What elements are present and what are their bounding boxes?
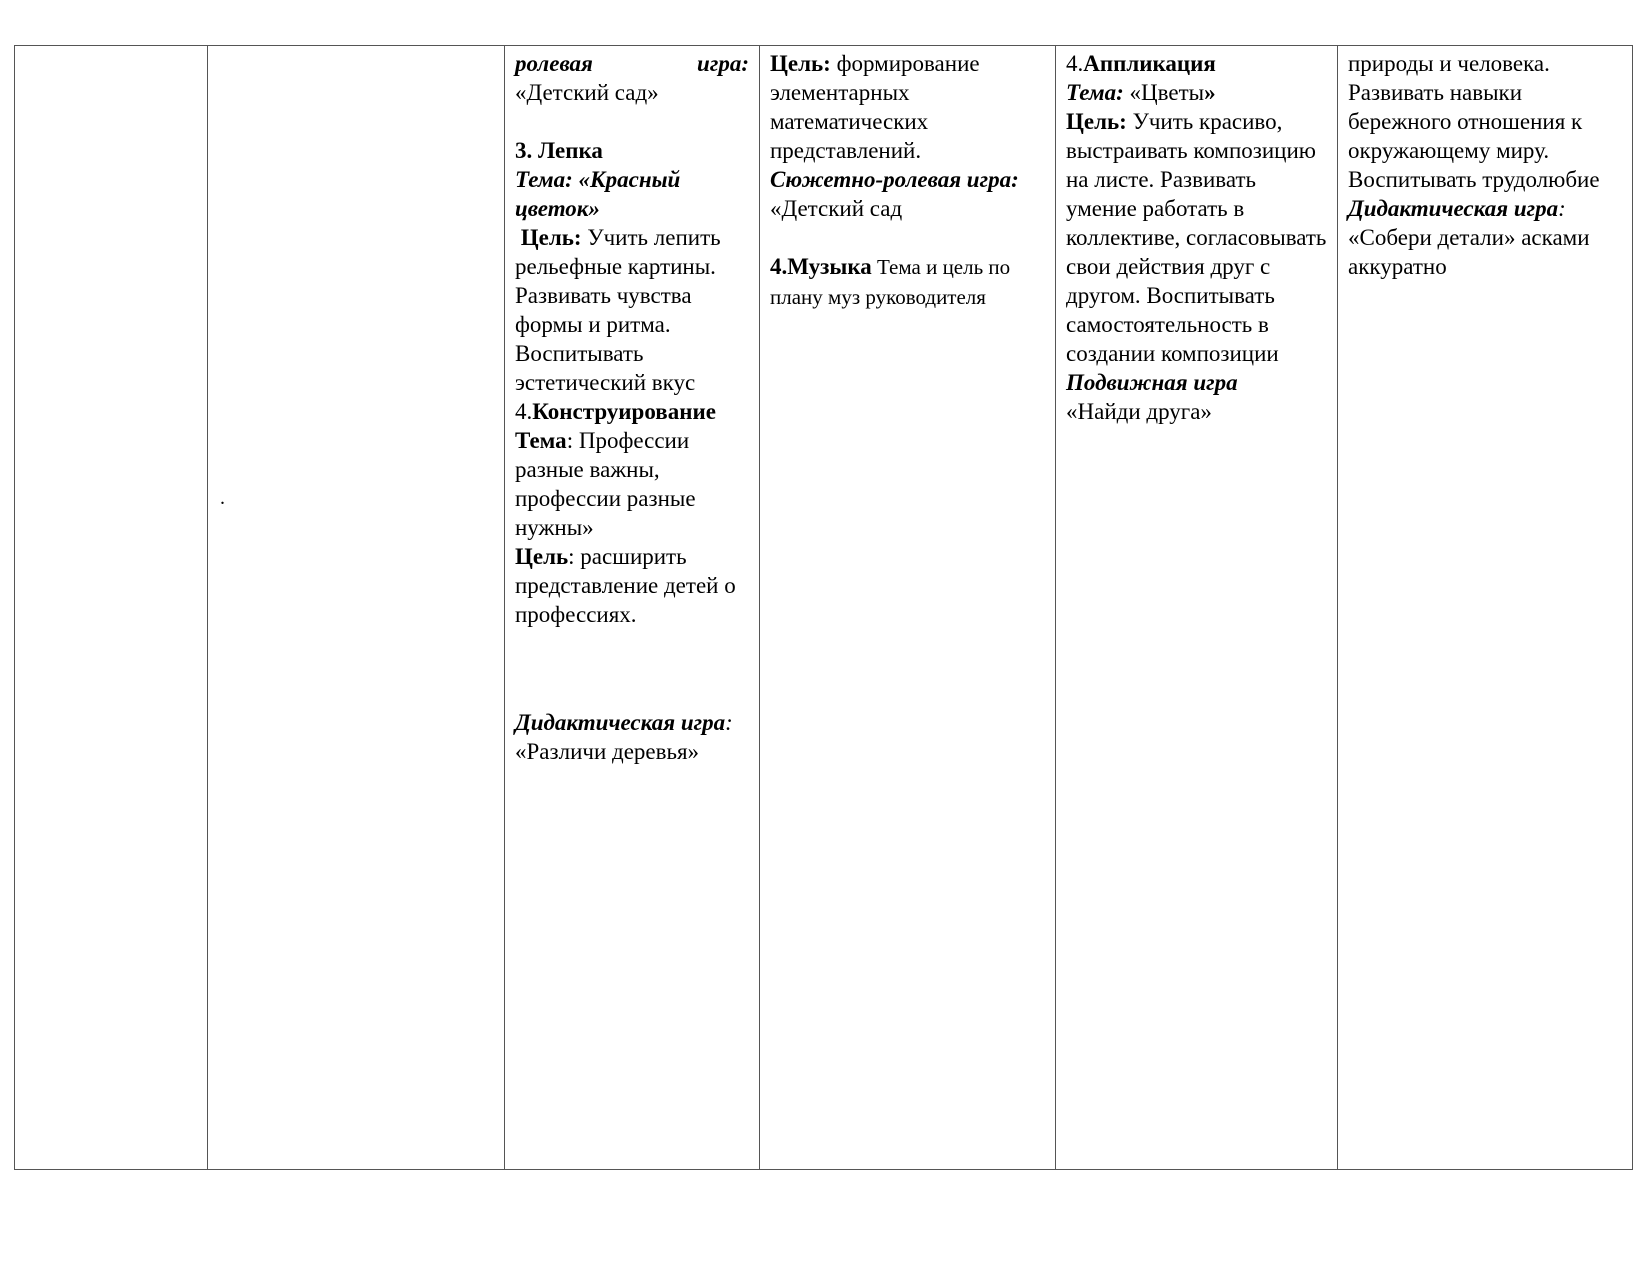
didactic-game-label-line [515, 708, 749, 737]
outdoor-game-label: Подвижная игра [1066, 370, 1238, 395]
applique-theme-label: Тема: [1066, 80, 1124, 105]
didactic-game-title: «Различи деревья» [515, 739, 700, 764]
applique-theme [1066, 78, 1327, 107]
lepka-goal-label: Цель: [520, 225, 582, 250]
construct-heading-line [515, 397, 749, 426]
cell-col1 [15, 46, 208, 1170]
cell-col4 [760, 46, 1056, 1170]
applique-goal-label: Цель: [1066, 109, 1127, 134]
story-roleplay-label: Сюжетно-ролевая игра: [770, 167, 1019, 192]
applique-heading: Аппликация [1083, 51, 1216, 76]
cell-col2 [208, 46, 505, 1170]
stray-dot: . [220, 487, 225, 509]
music-heading: 4.Музыка [770, 254, 872, 279]
math-goal [770, 49, 1045, 165]
applique-goal [1066, 107, 1327, 368]
didactic-game-colon: : [725, 710, 733, 735]
roleplay-title: «Детский сад» [515, 80, 659, 105]
roleplay-line [515, 49, 749, 78]
plan-table [14, 45, 1633, 1170]
nature-text: природы и человека. Развивать навыки бережного отношения к окружающему миру. Воспитывать трудолюбие [1348, 51, 1600, 192]
construct-theme-label: Тема [515, 428, 567, 453]
cell-col3 [505, 46, 760, 1170]
construct-theme [515, 426, 749, 542]
table-row [15, 46, 1633, 1170]
applique-theme-text: «Цветы [1123, 80, 1205, 105]
construct-goal-label: Цель [515, 544, 569, 569]
didactic-game2-title: «Собери детали» асками аккуратно [1348, 225, 1590, 279]
game-word: игра: [697, 51, 749, 76]
didactic-game2-label: Дидактическая игра [1348, 196, 1559, 221]
applique-heading-line [1066, 49, 1327, 78]
construct-goal-text: : расширить представление детей о профессиях. [515, 544, 736, 627]
math-goal-text: формирование элементарных математических представлений. [770, 51, 980, 163]
lepka-heading: 3. Лепка [515, 138, 603, 163]
music-block [770, 252, 1045, 312]
didactic-game-label: Дидактическая игра [515, 710, 726, 735]
construct-number: 4. [515, 399, 533, 424]
music-text: Тема и цель по плану муз руководителя [770, 255, 1011, 309]
construct-goal [515, 542, 749, 629]
cell-col5 [1056, 46, 1338, 1170]
construct-theme-text: : Профессии разные важны, профессии разные нужны» [515, 428, 696, 540]
math-goal-label: Цель: [770, 51, 831, 76]
applique-number: 4. [1066, 51, 1084, 76]
roleplay-word: ролевая [515, 51, 593, 76]
outdoor-game-title: «Найди друга» [1066, 399, 1212, 424]
story-roleplay-title: «Детский сад [770, 196, 903, 221]
construct-heading: Конструирование [532, 399, 716, 424]
didactic-game2-label-line [1348, 194, 1622, 223]
lepka-theme: Тема: «Красный цветок» [515, 167, 681, 221]
lepka-goal-text: Учить лепить рельефные картины. Развивать чувства формы и ритма. Воспитывать эстетический вкус [515, 225, 721, 395]
cell-col6 [1338, 46, 1633, 1170]
applique-theme-close: » [1204, 80, 1216, 105]
didactic-game2-colon: : [1558, 196, 1566, 221]
applique-goal-text: Учить красиво, выстраивать композицию на листе. Развивать умение работать в коллективе, согласовывать свои действия друг с другом. Воспитывать самостоятельность в создании композиции [1066, 109, 1327, 366]
lepka-goal [515, 223, 749, 397]
